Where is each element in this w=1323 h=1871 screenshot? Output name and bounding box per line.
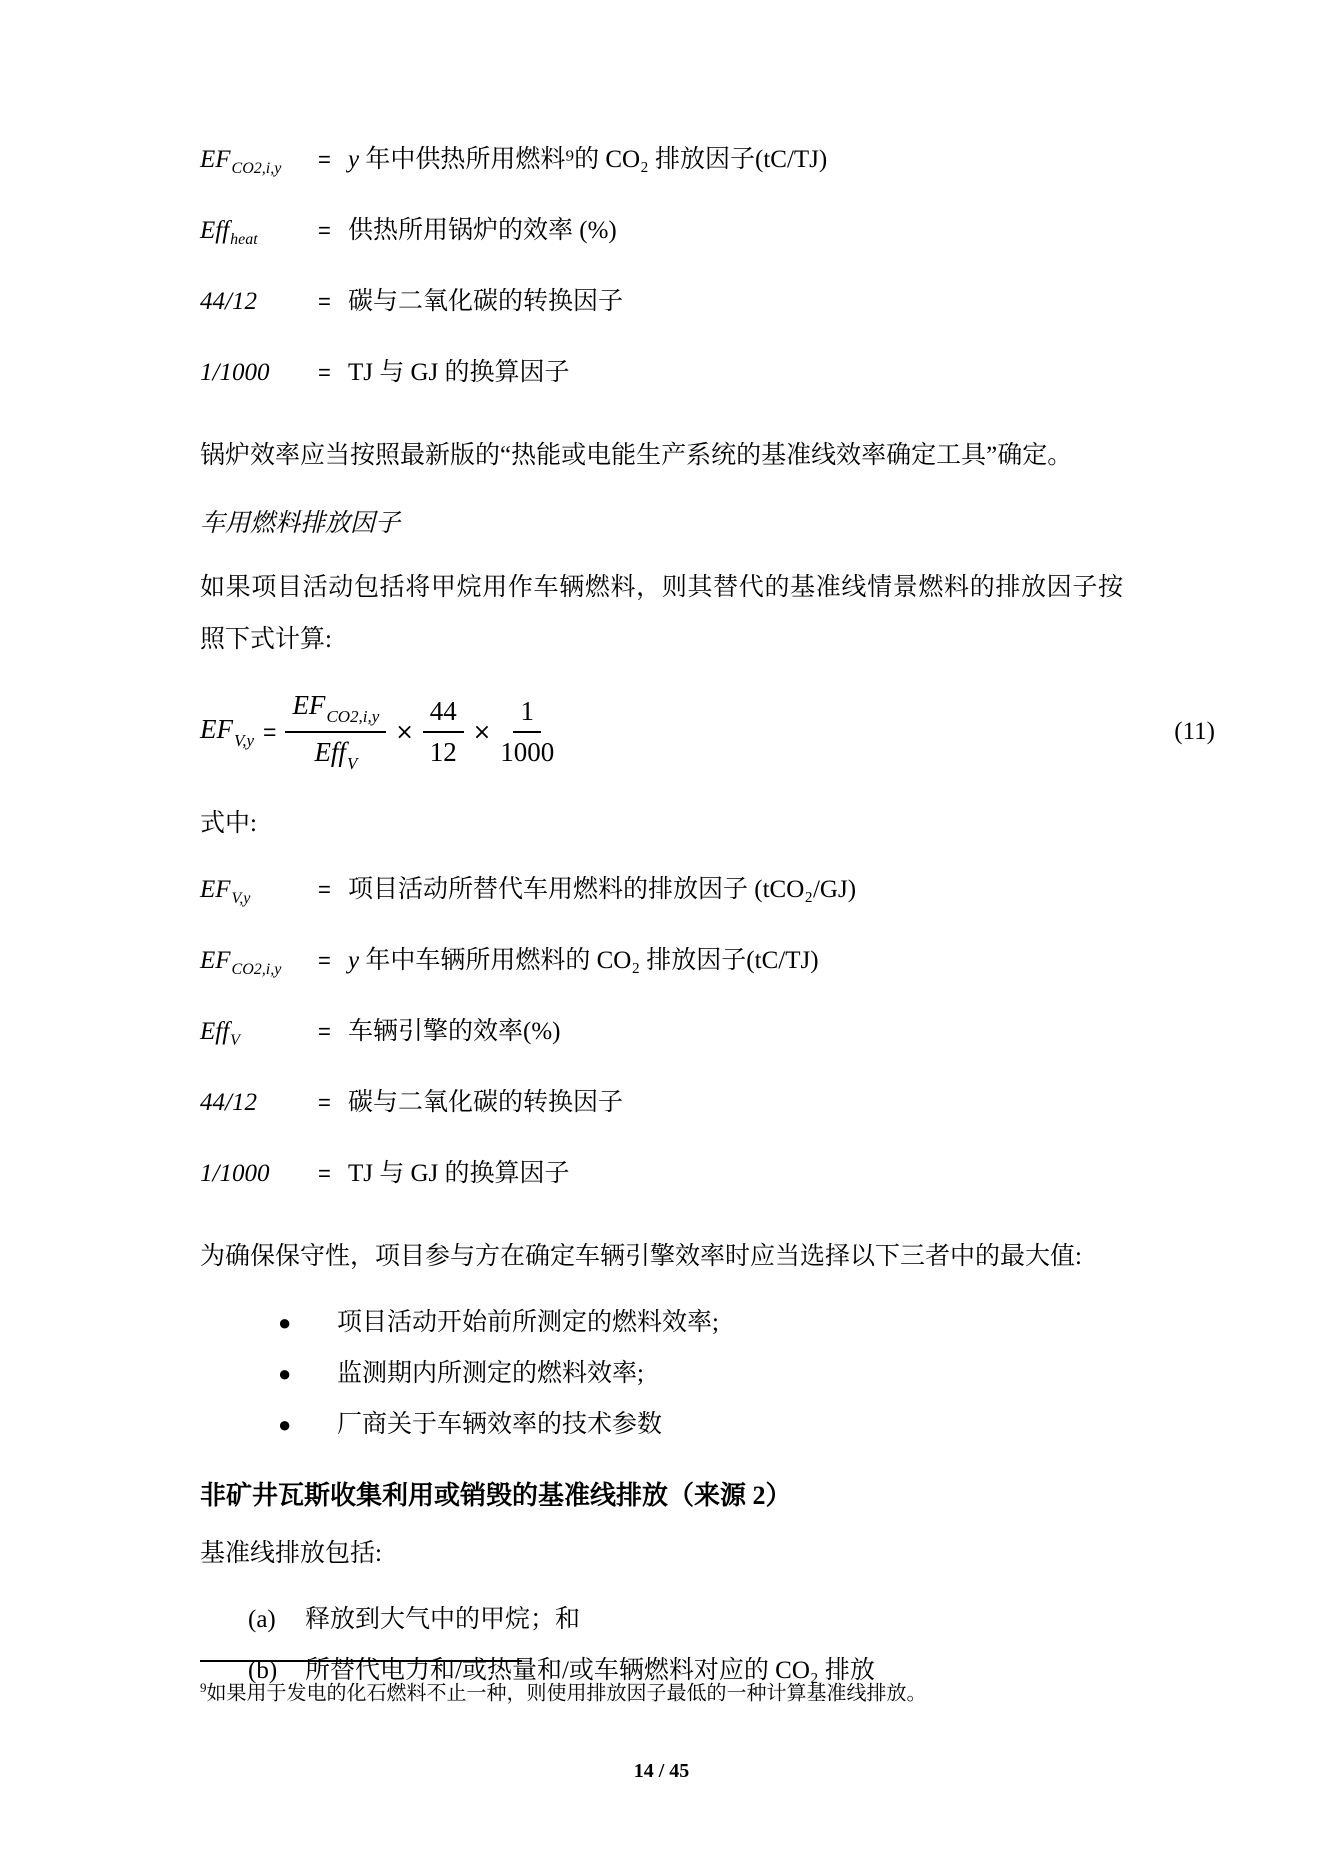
definition-row (200, 1089, 1123, 1125)
paragraph-baseline-includes: 基准线排放包括: (200, 1540, 382, 1567)
fraction-44-over-12 (423, 696, 464, 768)
footnote-text: 如果用于发电的化石燃料不止一种，则使用排放因子最低的一种计算基准线排放。 (206, 1682, 927, 1705)
definition-row (200, 146, 1123, 182)
bullet-text: 项目活动开始前所测定的燃料效率; (337, 1309, 719, 1336)
equals-sign: = (318, 218, 331, 243)
definition-row (200, 217, 1123, 253)
list-marker: (b) (248, 1657, 278, 1684)
definition-term: Eff$_V$ (200, 1018, 240, 1049)
list-item-text: 释放到大气中的甲烷；和 (305, 1606, 581, 1633)
equals-sign: = (318, 147, 331, 172)
equals-sign: = (318, 948, 331, 973)
fraction-denominator: 1000 (500, 737, 555, 767)
list-item (278, 1297, 1123, 1348)
list-marker: (a) (248, 1606, 276, 1633)
page-number: 14 / 45 (633, 1760, 690, 1782)
definition-term: 44/12 (200, 288, 257, 315)
definition-description: 项目活动所替代车用燃料的排放因子 (tCO₂/GJ) (348, 876, 857, 903)
fraction-1-over-1000 (500, 696, 554, 768)
definition-row (200, 359, 1123, 395)
list-item (278, 1399, 1123, 1450)
fraction-numerator: $EF_{CO2,i,y}$ (285, 690, 386, 733)
multiplication-sign: × (472, 719, 492, 745)
bullet-text: 监测期内所测定的燃料效率; (337, 1360, 644, 1387)
list-item (278, 1348, 1123, 1399)
bullet-list (200, 1297, 1123, 1450)
list-item-text: 所替代电力和/或热量和/或车辆燃料对应的 CO₂ 排放 (305, 1657, 875, 1684)
paragraph-vehicle-intro: 如果项目活动包括将甲烷用作车辆燃料，则其替代的基准线情景燃料的排放因子按照下式计算: (200, 574, 1123, 653)
definition-term: 1/1000 (200, 1160, 270, 1187)
definition-row (200, 947, 1123, 983)
definition-description: TJ 与 GJ 的换算因子 (348, 1160, 570, 1187)
definition-description: TJ 与 GJ 的换算因子 (348, 359, 570, 386)
paragraph-boiler-efficiency: 锅炉效率应当按照最新版的“热能或电能生产系统的基准线效率确定工具”确定。 (200, 442, 1073, 469)
subheading-vehicle-fuel-emission-factor: 车用燃料排放因子 (200, 510, 401, 537)
equals-sign: = (263, 718, 277, 745)
definition-description: 供热所用锅炉的效率 (%) (348, 217, 617, 244)
definition-description: y 年中车辆所用燃料的 CO₂ 排放因子(tC/TJ) (348, 947, 819, 974)
fraction-denominator: 12 (429, 737, 457, 767)
list-item (248, 1594, 1123, 1645)
definition-row (200, 288, 1123, 324)
equals-sign: = (318, 1019, 331, 1044)
equation-lhs: $EF_{V,y}$ (200, 713, 254, 750)
fraction-ef-over-eff (285, 690, 386, 774)
equation-11-row (200, 680, 1215, 784)
definition-description: 碳与二氧化碳的转换因子 (348, 1089, 624, 1116)
definition-list-vehicle (200, 876, 1123, 1196)
paragraph-conservativeness: 为确保保守性，项目参与方在确定车辆引擎效率时应当选择以下三者中的最大值: (200, 1243, 1082, 1270)
definition-term: $EF_{CO2,i,y}$ (200, 146, 282, 177)
definition-row (200, 1018, 1123, 1054)
equals-sign: = (318, 289, 331, 314)
footnote (200, 1673, 1123, 1709)
definition-description: 车辆引擎的效率(%) (348, 1018, 561, 1045)
definition-description: 碳与二氧化碳的转换因子 (348, 288, 624, 315)
equation-formula (200, 690, 554, 774)
equals-sign: = (318, 1090, 331, 1115)
page-content (200, 146, 1215, 1696)
definition-term: $EF_{V,y}$ (200, 876, 251, 907)
definition-term: 44/12 (200, 1089, 257, 1116)
bullet-icon: ● (278, 1361, 292, 1386)
equation-number: (11) (1174, 718, 1215, 745)
bullet-text: 厂商关于车辆效率的技术参数 (337, 1411, 663, 1438)
definition-row (200, 876, 1123, 912)
paragraph-where-label: 式中: (200, 810, 257, 837)
fraction-denominator: Eff$_V$ (314, 737, 358, 773)
equals-sign: = (318, 360, 331, 385)
bullet-icon: ● (278, 1412, 292, 1437)
definition-list-heat (200, 146, 1123, 395)
definition-term: $EF_{CO2,i,y}$ (200, 947, 282, 978)
footnote-area (200, 1660, 1123, 1709)
bullet-icon: ● (278, 1310, 292, 1335)
equals-sign: = (318, 877, 331, 902)
definition-term: 1/1000 (200, 359, 270, 386)
multiplication-sign: × (395, 719, 414, 745)
fraction-numerator: 1 (513, 696, 541, 733)
footnote-marker: 9 (200, 1680, 207, 1695)
section-heading-source2: 非矿井瓦斯收集利用或销毁的基准线排放（来源 2） (200, 1481, 792, 1510)
definition-row (200, 1160, 1123, 1196)
equals-sign: = (318, 1161, 331, 1186)
fraction-numerator: 44 (423, 696, 464, 733)
footnote-separator (200, 1660, 522, 1662)
definition-term: Eff$_{heat}$ (200, 217, 258, 248)
definition-description: y 年中供热所用燃料⁹的 CO₂ 排放因子(tC/TJ) (348, 146, 828, 173)
